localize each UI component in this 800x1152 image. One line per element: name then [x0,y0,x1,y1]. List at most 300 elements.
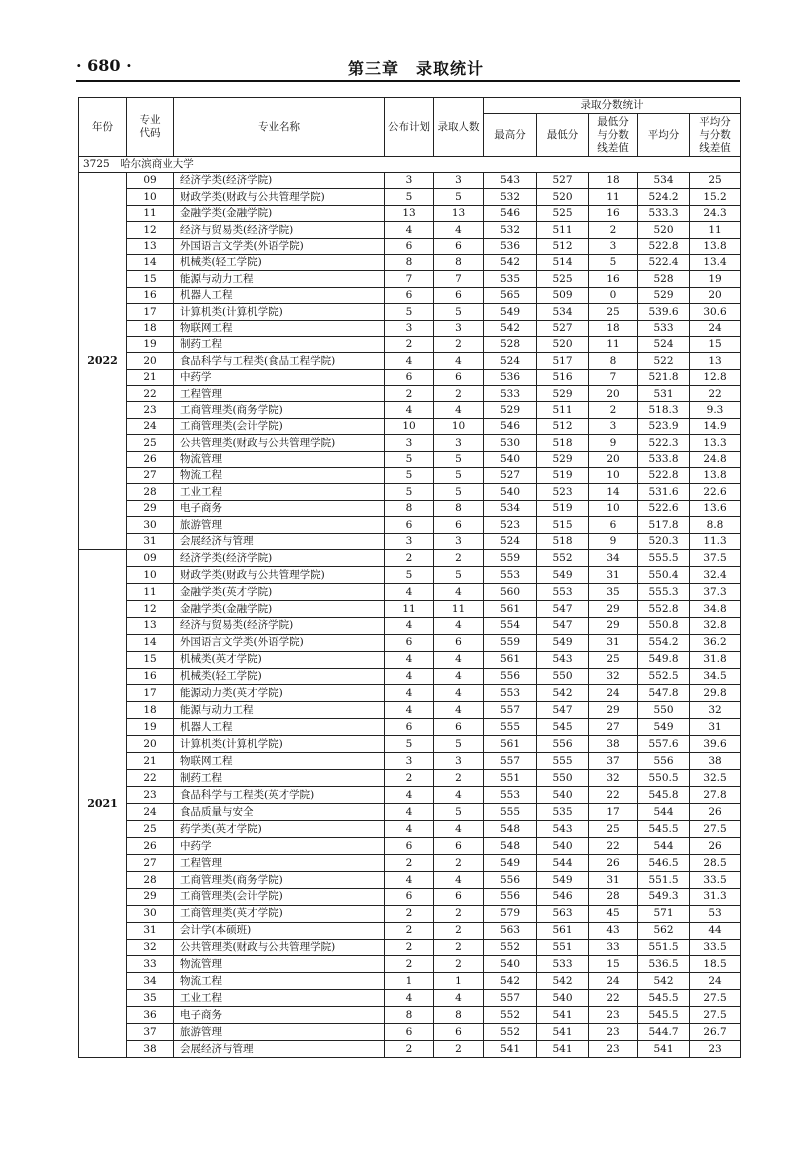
cell-adm: 2 [434,549,484,566]
cell-adm: 4 [434,787,484,804]
cell-avg: 545.5 [638,990,690,1007]
table-row [79,871,741,888]
cell-avg: 547.8 [638,685,690,702]
cell-avgd: 13.4 [690,254,741,270]
cell-name: 财政学类(财政与公共管理学院) [174,566,385,583]
cell-min: 542 [537,685,589,702]
cell-avgd: 39.6 [690,736,741,753]
cell-code: 17 [127,304,174,320]
table-row [79,939,741,956]
cell-name: 工商管理类(商务学院) [174,871,385,888]
cell-avgd: 13.8 [690,468,741,484]
cell-name: 经济与贸易类(经济学院) [174,222,385,238]
cell-avg: 562 [638,922,690,939]
cell-avgd: 27.5 [690,820,741,837]
cell-avg: 544 [638,804,690,821]
cell-name: 工业工程 [174,484,385,500]
table-row [79,719,741,736]
cell-code: 30 [127,517,174,533]
cell-max: 556 [484,871,537,888]
table-row [79,668,741,685]
cell-mind: 16 [589,271,638,287]
cell-name: 制药工程 [174,770,385,787]
cell-code: 31 [127,922,174,939]
cell-avgd: 37.5 [690,549,741,566]
cell-avgd: 33.5 [690,939,741,956]
cell-min: 517 [537,353,589,369]
cell-max: 546 [484,205,537,221]
cell-avg: 545.5 [638,1007,690,1024]
cell-mind: 32 [589,770,638,787]
cell-min: 540 [537,837,589,854]
cell-avgd: 27.5 [690,990,741,1007]
cell-name: 食品科学与工程类(食品工程学院) [174,353,385,369]
table-row [79,418,741,434]
cell-avgd: 11 [690,222,741,238]
year-cell: 2022 [79,173,127,550]
cell-mind: 25 [589,820,638,837]
table-row [79,600,741,617]
table-row [79,736,741,753]
cell-min: 541 [537,1024,589,1041]
cell-avg: 545.5 [638,820,690,837]
cell-adm: 5 [434,804,484,821]
cell-plan: 1 [385,973,434,990]
cell-code: 30 [127,905,174,922]
cell-code: 25 [127,820,174,837]
table-row [79,484,741,500]
cell-mind: 25 [589,651,638,668]
table-row [79,468,741,484]
cell-adm: 5 [434,468,484,484]
cell-avg: 521.8 [638,369,690,385]
cell-avgd: 44 [690,922,741,939]
cell-code: 23 [127,402,174,418]
table-row [79,435,741,451]
cell-max: 561 [484,651,537,668]
cell-adm: 4 [434,402,484,418]
cell-code: 28 [127,871,174,888]
cell-avgd: 8.8 [690,517,741,533]
cell-name: 经济与贸易类(经济学院) [174,617,385,634]
cell-plan: 3 [385,753,434,770]
cell-mind: 45 [589,905,638,922]
cell-name: 中药学 [174,837,385,854]
cell-mind: 22 [589,787,638,804]
cell-avg: 528 [638,271,690,287]
cell-code: 15 [127,271,174,287]
table-row [79,787,741,804]
table-row [79,956,741,973]
header-min: 最低分 [537,114,589,157]
cell-adm: 3 [434,533,484,549]
cell-name: 能源动力类(英才学院) [174,685,385,702]
cell-mind: 29 [589,702,638,719]
cell-mind: 31 [589,566,638,583]
cell-name: 金融学类(金融学院) [174,205,385,221]
cell-name: 机器人工程 [174,287,385,303]
cell-code: 25 [127,435,174,451]
cell-avg: 551.5 [638,939,690,956]
cell-avg: 550.8 [638,617,690,634]
cell-name: 机器人工程 [174,719,385,736]
cell-code: 14 [127,634,174,651]
cell-code: 27 [127,468,174,484]
cell-plan: 4 [385,990,434,1007]
cell-mind: 10 [589,468,638,484]
cell-name: 工商管理类(会计学院) [174,888,385,905]
cell-max: 540 [484,956,537,973]
cell-avg: 536.5 [638,956,690,973]
cell-plan: 11 [385,600,434,617]
cell-mind: 3 [589,418,638,434]
cell-name: 旅游管理 [174,1024,385,1041]
table-row [79,922,741,939]
cell-mind: 22 [589,837,638,854]
cell-plan: 2 [385,386,434,402]
cell-min: 516 [537,369,589,385]
table-row [79,854,741,871]
cell-adm: 13 [434,205,484,221]
cell-min: 550 [537,770,589,787]
cell-avgd: 22.6 [690,484,741,500]
cell-min: 543 [537,651,589,668]
cell-plan: 2 [385,905,434,922]
cell-avgd: 32.8 [690,617,741,634]
cell-name: 食品科学与工程类(英才学院) [174,787,385,804]
cell-max: 523 [484,517,537,533]
cell-code: 20 [127,736,174,753]
cell-plan: 6 [385,719,434,736]
cell-avgd: 13.6 [690,500,741,516]
table-row [79,402,741,418]
cell-name: 计算机类(计算机学院) [174,736,385,753]
cell-code: 26 [127,451,174,467]
header-rule [76,80,740,82]
table-row [79,685,741,702]
cell-mind: 10 [589,500,638,516]
cell-plan: 2 [385,956,434,973]
cell-min: 527 [537,320,589,336]
table-row [79,990,741,1007]
cell-avgd: 15 [690,336,741,352]
cell-avgd: 9.3 [690,402,741,418]
cell-adm: 4 [434,583,484,600]
header-planned: 公布计划 [385,98,434,157]
cell-min: 545 [537,719,589,736]
cell-avg: 549.8 [638,651,690,668]
cell-max: 553 [484,566,537,583]
cell-plan: 5 [385,566,434,583]
cell-code: 09 [127,173,174,189]
cell-min: 515 [537,517,589,533]
cell-max: 532 [484,189,537,205]
cell-min: 525 [537,205,589,221]
cell-plan: 5 [385,189,434,205]
cell-mind: 24 [589,973,638,990]
cell-avgd: 34.8 [690,600,741,617]
cell-max: 565 [484,287,537,303]
cell-min: 561 [537,922,589,939]
cell-plan: 4 [385,871,434,888]
cell-max: 559 [484,549,537,566]
cell-avg: 533.8 [638,451,690,467]
cell-avg: 529 [638,287,690,303]
cell-avg: 549 [638,719,690,736]
header-score-group: 录取分数统计 [484,98,741,114]
cell-avg: 544.7 [638,1024,690,1041]
cell-adm: 3 [434,753,484,770]
cell-code: 18 [127,320,174,336]
cell-plan: 6 [385,837,434,854]
cell-min: 511 [537,402,589,418]
cell-max: 552 [484,1024,537,1041]
cell-max: 530 [484,435,537,451]
cell-code: 22 [127,386,174,402]
cell-name: 物流管理 [174,451,385,467]
cell-max: 561 [484,600,537,617]
cell-min: 540 [537,990,589,1007]
cell-name: 物联网工程 [174,320,385,336]
cell-min: 525 [537,271,589,287]
cell-min: 553 [537,583,589,600]
cell-plan: 6 [385,634,434,651]
cell-name: 工程管理 [174,386,385,402]
cell-avg: 541 [638,1041,690,1058]
cell-adm: 4 [434,353,484,369]
cell-mind: 31 [589,634,638,651]
header-admitted: 录取人数 [434,98,484,157]
table-row [79,1007,741,1024]
cell-avgd: 29.8 [690,685,741,702]
cell-min: 529 [537,451,589,467]
cell-code: 29 [127,500,174,516]
cell-plan: 5 [385,484,434,500]
cell-plan: 3 [385,435,434,451]
table-row [79,517,741,533]
cell-max: 529 [484,402,537,418]
cell-min: 512 [537,238,589,254]
cell-max: 548 [484,837,537,854]
cell-code: 31 [127,533,174,549]
cell-mind: 20 [589,386,638,402]
cell-avg: 531.6 [638,484,690,500]
cell-avg: 551.5 [638,871,690,888]
cell-code: 13 [127,617,174,634]
cell-plan: 6 [385,369,434,385]
cell-code: 11 [127,205,174,221]
cell-plan: 2 [385,939,434,956]
cell-avg: 533 [638,320,690,336]
cell-name: 经济学类(经济学院) [174,549,385,566]
cell-avgd: 18.5 [690,956,741,973]
cell-plan: 6 [385,287,434,303]
cell-mind: 43 [589,922,638,939]
cell-adm: 5 [434,484,484,500]
table-row [79,973,741,990]
cell-code: 37 [127,1024,174,1041]
cell-adm: 1 [434,973,484,990]
cell-avgd: 27.8 [690,787,741,804]
cell-name: 会展经济与管理 [174,533,385,549]
cell-max: 536 [484,238,537,254]
cell-code: 27 [127,854,174,871]
cell-code: 34 [127,973,174,990]
cell-avg: 544 [638,837,690,854]
cell-min: 543 [537,820,589,837]
cell-max: 524 [484,353,537,369]
cell-avgd: 33.5 [690,871,741,888]
cell-plan: 2 [385,922,434,939]
table-row [79,651,741,668]
cell-plan: 8 [385,500,434,516]
cell-min: 542 [537,973,589,990]
table-row [79,205,741,221]
cell-max: 542 [484,320,537,336]
cell-adm: 6 [434,517,484,533]
cell-plan: 2 [385,336,434,352]
cell-min: 549 [537,871,589,888]
cell-code: 35 [127,990,174,1007]
cell-avgd: 13.8 [690,238,741,254]
cell-mind: 29 [589,600,638,617]
cell-max: 532 [484,222,537,238]
cell-code: 10 [127,189,174,205]
cell-avgd: 14.9 [690,418,741,434]
cell-adm: 5 [434,736,484,753]
header-min-diff-text: 最低分与分数线差值 [597,115,629,154]
cell-code: 10 [127,566,174,583]
cell-name: 能源与动力工程 [174,271,385,287]
cell-max: 560 [484,583,537,600]
cell-name: 外国语言文学类(外语学院) [174,238,385,254]
cell-adm: 4 [434,222,484,238]
cell-mind: 2 [589,222,638,238]
cell-max: 552 [484,939,537,956]
table-row [79,1024,741,1041]
cell-code: 36 [127,1007,174,1024]
cell-max: 542 [484,973,537,990]
cell-code: 11 [127,583,174,600]
cell-plan: 2 [385,1041,434,1058]
cell-name: 公共管理类(财政与公共管理学院) [174,939,385,956]
table-row [79,888,741,905]
cell-avgd: 31.8 [690,651,741,668]
cell-adm: 2 [434,939,484,956]
cell-code: 12 [127,222,174,238]
cell-avg: 531 [638,386,690,402]
cell-avg: 555.5 [638,549,690,566]
cell-plan: 4 [385,617,434,634]
cell-avgd: 24.3 [690,205,741,221]
cell-adm: 5 [434,189,484,205]
cell-mind: 15 [589,956,638,973]
header-avg-diff [690,114,741,157]
header-major-name: 专业名称 [174,98,385,157]
cell-code: 33 [127,956,174,973]
cell-adm: 4 [434,871,484,888]
cell-min: 547 [537,702,589,719]
cell-avg: 522 [638,353,690,369]
cell-min: 541 [537,1041,589,1058]
cell-mind: 20 [589,451,638,467]
cell-mind: 2 [589,402,638,418]
cell-max: 543 [484,173,537,189]
cell-mind: 38 [589,736,638,753]
cell-max: 535 [484,271,537,287]
cell-max: 557 [484,753,537,770]
cell-name: 机械类(英才学院) [174,651,385,668]
cell-avgd: 27.5 [690,1007,741,1024]
cell-max: 551 [484,770,537,787]
cell-plan: 5 [385,736,434,753]
cell-avgd: 15.2 [690,189,741,205]
cell-plan: 2 [385,770,434,787]
cell-plan: 4 [385,222,434,238]
cell-min: 535 [537,804,589,821]
cell-name: 金融学类(英才学院) [174,583,385,600]
cell-code: 09 [127,549,174,566]
cell-adm: 6 [434,719,484,736]
cell-max: 579 [484,905,537,922]
cell-adm: 3 [434,320,484,336]
cell-max: 549 [484,304,537,320]
cell-name: 工程管理 [174,854,385,871]
cell-avgd: 28.5 [690,854,741,871]
cell-avgd: 13.3 [690,435,741,451]
cell-name: 物流工程 [174,973,385,990]
cell-plan: 2 [385,549,434,566]
cell-min: 511 [537,222,589,238]
cell-avg: 522.8 [638,468,690,484]
cell-code: 15 [127,651,174,668]
cell-max: 540 [484,484,537,500]
header-avg-diff-text: 平均分与分数线差值 [699,115,731,154]
cell-mind: 26 [589,854,638,871]
header-max: 最高分 [484,114,537,157]
cell-mind: 18 [589,173,638,189]
table-row [79,238,741,254]
cell-code: 32 [127,939,174,956]
cell-adm: 5 [434,451,484,467]
cell-avgd: 26 [690,804,741,821]
cell-avg: 533.3 [638,205,690,221]
cell-avg: 556 [638,753,690,770]
cell-code: 16 [127,668,174,685]
cell-plan: 8 [385,254,434,270]
cell-code: 13 [127,238,174,254]
cell-name: 工商管理类(会计学院) [174,418,385,434]
cell-code: 21 [127,369,174,385]
cell-name: 会展经济与管理 [174,1041,385,1058]
cell-name: 工业工程 [174,990,385,1007]
cell-max: 552 [484,1007,537,1024]
cell-avgd: 24 [690,973,741,990]
cell-min: 547 [537,600,589,617]
cell-avgd: 12.8 [690,369,741,385]
cell-mind: 32 [589,668,638,685]
cell-avgd: 34.5 [690,668,741,685]
cell-min: 519 [537,468,589,484]
table-row [79,451,741,467]
cell-avgd: 36.2 [690,634,741,651]
cell-name: 经济学类(经济学院) [174,173,385,189]
cell-avg: 546.5 [638,854,690,871]
cell-name: 财政学类(财政与公共管理学院) [174,189,385,205]
table-row [79,753,741,770]
cell-avg: 520.3 [638,533,690,549]
cell-mind: 7 [589,369,638,385]
